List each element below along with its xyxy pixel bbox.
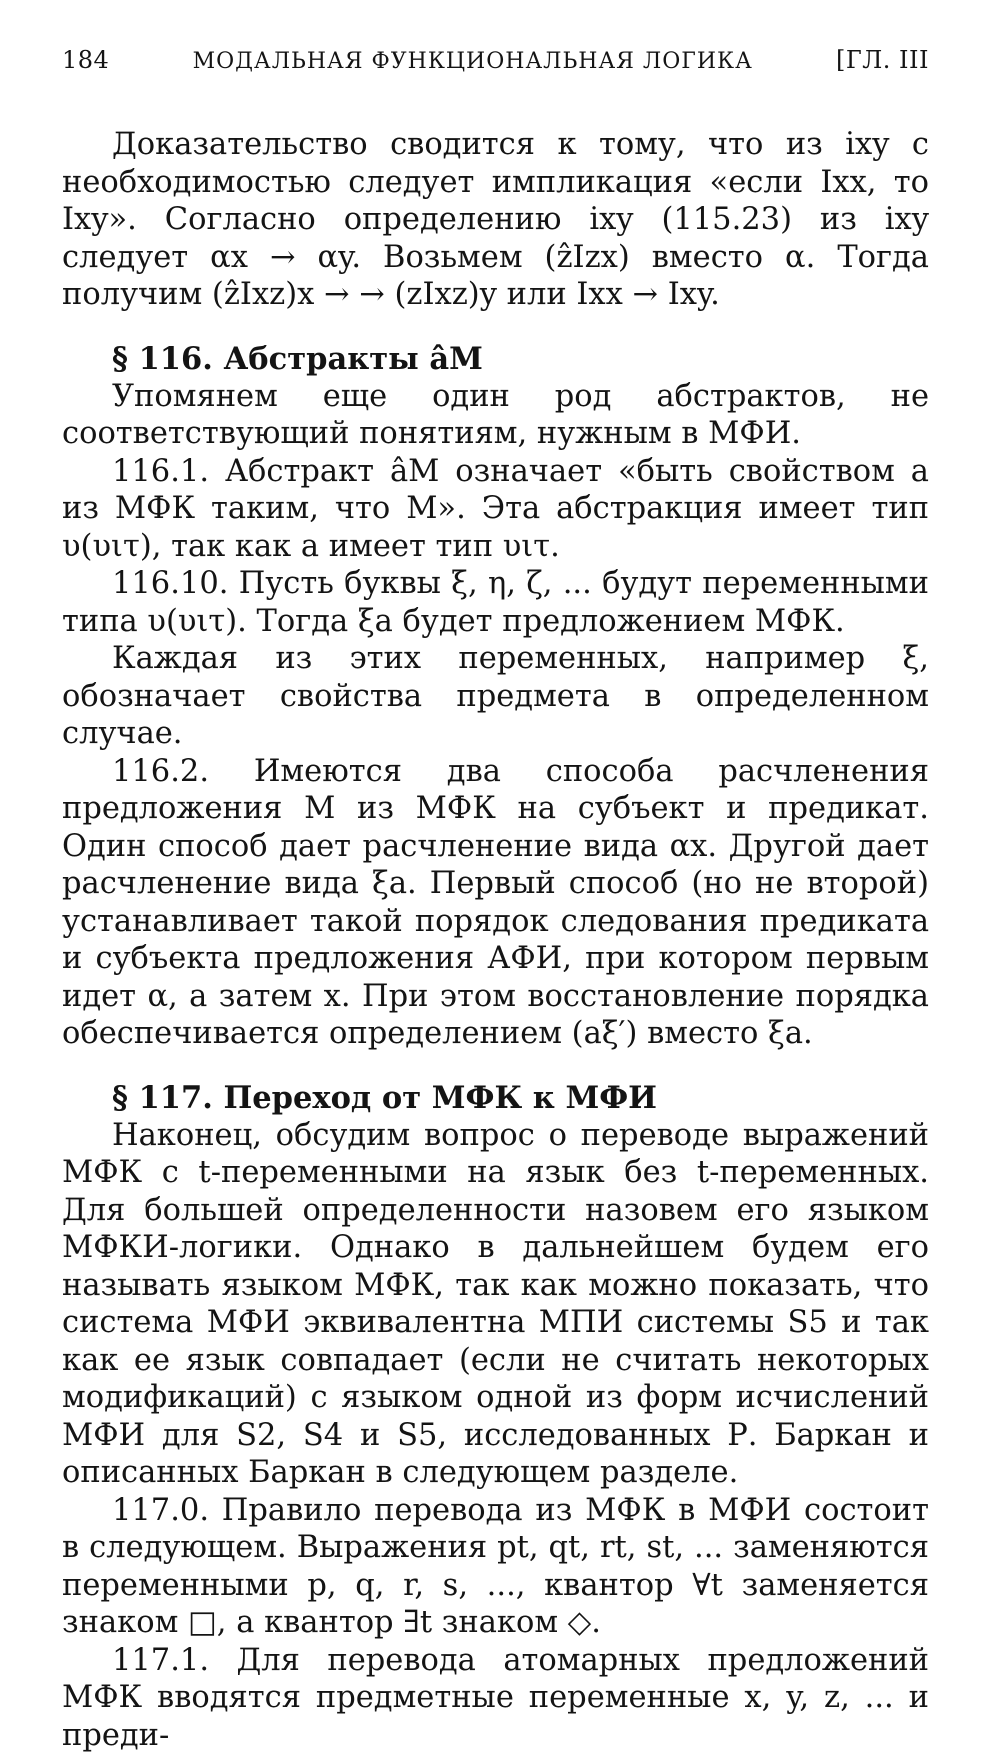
paragraph-116-10-cont: Каждая из этих переменных, например ξ, обозначает свойства предмета в определенном случае. [62, 640, 929, 753]
running-title: МОДАЛЬНАЯ ФУНКЦИОНАЛЬНАЯ ЛОГИКА [193, 49, 753, 74]
page-number: 184 [62, 46, 109, 74]
running-header [62, 46, 929, 74]
paragraph-proof: Доказательство сводится к тому, что из ixy с необходимостью следует импликация «если Ixx, то Ixy». Согласно определению ixy (115.23) из ixy следует αx → αy. Возьмем (ẑIzx) вместо α. Тогда получим (ẑIxz)x → → (zIxz)y или Ixx → Ixy. [62, 126, 929, 314]
paragraph-117-intro: Наконец, обсудим вопрос о переводе выражений МФК с t-переменными на язык без t-переменных. Для большей определенности назовем его языком МФКИ-логики. Однако в дальнейшем будем его называть языком МФК, так как можно показать, что система МФИ эквивалентна МПИ системы S5 и так как ее язык совпадает (если не считать некоторых модификаций) с языком одной из форм исчислений МФИ для S2, S4 и S5, исследованных Р. Баркан и описанных Баркан в следующем разделе. [62, 1117, 929, 1492]
paragraph-116-2: 116.2. Имеются два способа расчленения предложения M из МФК на субъект и предикат. Один способ дает расчленение вида αx. Другой дает расчленение вида ξa. Первый способ (но не второй) устанавливает такой порядок следования предиката и субъекта предложения АФИ, при котором первым идет α, а затем x. При этом восстановление порядка обеспечивается определением (aξ′) вместо ξa. [62, 753, 929, 1053]
paragraph-117-0: 117.0. Правило перевода из МФК в МФИ состоит в следующем. Выражения pt, qt, rt, st, ... заменяются переменными p, q, r, s, ..., квантор ∀t заменяется знаком □, а квантор ∃t знаком ◇. [62, 1492, 929, 1642]
paragraph-117-1: 117.1. Для перевода атомарных предложений МФК вводятся предметные переменные x, y, z, ... и преди- [62, 1642, 929, 1754]
section-117-heading: § 117. Переход от МФК к МФИ [62, 1079, 929, 1117]
chapter-reference: [ГЛ. III [836, 46, 929, 74]
section-116-heading: § 116. Абстракты âM [62, 340, 929, 378]
paragraph-116-10: 116.10. Пусть буквы ξ, η, ζ, ... будут переменными типа υ(υιτ). Тогда ξa будет предложением МФК. [62, 565, 929, 640]
paragraph-116-1: 116.1. Абстракт âM означает «быть свойством a из МФК таким, что M». Эта абстракция имеет тип υ(υιτ), так как a имеет тип υιτ. [62, 453, 929, 566]
paragraph-116-intro: Упомянем еще один род абстрактов, не соответствующий понятиям, нужным в МФИ. [62, 378, 929, 453]
